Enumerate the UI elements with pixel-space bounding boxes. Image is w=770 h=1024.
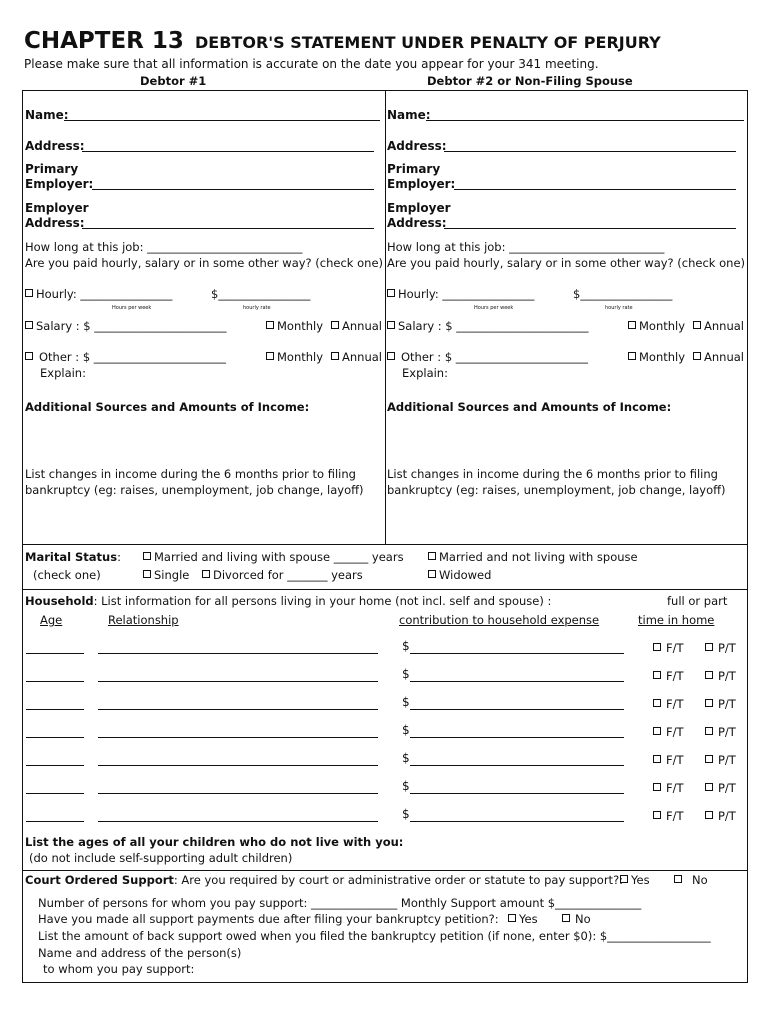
- checkbox-icon[interactable]: [653, 671, 661, 679]
- checkbox-icon[interactable]: [143, 552, 151, 560]
- single-option[interactable]: Single: [143, 568, 189, 582]
- household-contribution-field[interactable]: [410, 765, 624, 766]
- support-name-address-1: Name and address of the person(s): [38, 946, 242, 960]
- d1-other-option[interactable]: Other : $ _______________________: [25, 350, 226, 364]
- household-age-field[interactable]: [26, 765, 84, 766]
- d2-hourly-option[interactable]: Hourly: ________________: [387, 287, 534, 301]
- checkbox-icon[interactable]: [387, 321, 395, 329]
- children-note: (do not include self-supporting adult children): [29, 851, 293, 865]
- checkbox-icon[interactable]: [653, 699, 661, 707]
- household-contribution-field[interactable]: [410, 821, 624, 822]
- d1-paid-question: Are you paid hourly, salary or in some other way? (check one): [25, 256, 384, 270]
- d2-address-label: Address:: [387, 139, 447, 153]
- d1-primary-label: Primary: [25, 162, 79, 176]
- support-no-option[interactable]: No: [674, 873, 708, 887]
- household-relationship-field[interactable]: [98, 737, 378, 738]
- household-dollar-sign: $: [402, 639, 410, 653]
- checkbox-icon[interactable]: [705, 671, 713, 679]
- checkbox-icon[interactable]: [628, 352, 636, 360]
- d1-salary-monthly[interactable]: Monthly: [266, 319, 323, 333]
- d2-list-changes-2: bankruptcy (eg: raises, unemployment, job change, layoff): [387, 483, 726, 497]
- d1-how-long[interactable]: How long at this job: ___________________________: [25, 240, 303, 254]
- d2-name-field[interactable]: [426, 120, 744, 121]
- checkbox-icon[interactable]: [143, 570, 151, 578]
- title-chapter: CHAPTER 13: [24, 28, 184, 54]
- d1-hours-per-week-caption: Hours per week: [112, 305, 152, 311]
- married-not-living-option[interactable]: Married and not living with spouse: [428, 550, 638, 564]
- household-ft-option[interactable]: F/T: [653, 753, 684, 767]
- household-relationship-field[interactable]: [98, 765, 378, 766]
- household-age-field[interactable]: [26, 793, 84, 794]
- household-age-field[interactable]: [26, 653, 84, 654]
- checkbox-icon[interactable]: [705, 755, 713, 763]
- household-age-field[interactable]: [26, 709, 84, 710]
- support-payments-made: Have you made all support payments due after filing your bankruptcy petition?:: [38, 912, 499, 926]
- checkbox-icon[interactable]: [693, 352, 701, 360]
- marital-divider: [22, 544, 748, 545]
- page-title: [24, 28, 661, 54]
- intro-text: Please make sure that all information is accurate on the date you appear for your 341 meeting.: [24, 57, 599, 71]
- d2-primary-label: Primary: [387, 162, 441, 176]
- d2-employer-label-2: Employer: [387, 201, 451, 215]
- d1-explain-label: Explain:: [40, 366, 86, 380]
- contribution-header: contribution to household expense: [399, 613, 600, 627]
- d2-how-long[interactable]: How long at this job: ___________________________: [387, 240, 665, 254]
- d2-employer-address-label: Address:: [387, 216, 447, 230]
- checkbox-icon[interactable]: [25, 352, 33, 360]
- d1-other-annual[interactable]: Annual: [331, 350, 382, 364]
- household-pt-option[interactable]: P/T: [705, 641, 736, 655]
- checkbox-icon[interactable]: [202, 570, 210, 578]
- d2-hourly-rate-caption: hourly rate: [605, 305, 633, 311]
- box-right: [747, 90, 748, 983]
- d2-address-field[interactable]: [444, 151, 736, 152]
- d2-salary-annual[interactable]: Annual: [693, 319, 744, 333]
- column-divider: [385, 90, 386, 544]
- d1-salary-annual[interactable]: Annual: [331, 319, 382, 333]
- checkbox-icon[interactable]: [705, 643, 713, 651]
- support-num-persons[interactable]: Number of persons for whom you pay support: _______________ Monthly Support amount $_______________: [38, 896, 642, 910]
- d1-hourly-rate-field[interactable]: $________________: [211, 287, 311, 301]
- payments-yes-option[interactable]: Yes: [508, 912, 538, 926]
- household-pt-option[interactable]: P/T: [705, 669, 736, 683]
- divorced-option[interactable]: Divorced for _______ years: [202, 568, 363, 582]
- marital-check-one: (check one): [33, 568, 101, 582]
- checkbox-icon[interactable]: [25, 321, 33, 329]
- checkbox-icon[interactable]: [428, 570, 436, 578]
- checkbox-icon[interactable]: [266, 352, 274, 360]
- d1-hourly-option[interactable]: Hourly: ________________: [25, 287, 172, 301]
- household-contribution-field[interactable]: [410, 681, 624, 682]
- household-relationship-field[interactable]: [98, 709, 378, 710]
- d1-employer-label-2: Employer: [25, 201, 89, 215]
- household-ft-option[interactable]: F/T: [653, 809, 684, 823]
- d2-name-label: Name:: [387, 108, 431, 122]
- relationship-header: Relationship: [108, 613, 179, 627]
- household-relationship-field[interactable]: [98, 793, 378, 794]
- d2-employer-label: Employer:: [387, 177, 456, 191]
- support-question: Court Ordered Support: Are you required by court or administrative order or statute to pay support?:: [25, 873, 624, 887]
- d1-salary-option[interactable]: Salary : $ _______________________: [25, 319, 227, 333]
- checkbox-icon[interactable]: [693, 321, 701, 329]
- household-relationship-field[interactable]: [98, 821, 378, 822]
- d2-employer-address-field[interactable]: [444, 228, 736, 229]
- checkbox-icon[interactable]: [331, 352, 339, 360]
- household-dollar-sign: $: [402, 807, 410, 821]
- marital-status-label: Marital Status:: [25, 550, 121, 564]
- household-pt-option[interactable]: P/T: [705, 725, 736, 739]
- household-dollar-sign: $: [402, 779, 410, 793]
- d2-other-monthly[interactable]: Monthly: [628, 350, 685, 364]
- d2-other-option[interactable]: Other : $ _______________________: [387, 350, 588, 364]
- checkbox-icon[interactable]: [653, 755, 661, 763]
- d1-list-changes-2: bankruptcy (eg: raises, unemployment, job change, layoff): [25, 483, 364, 497]
- title-statement: DEBTOR'S STATEMENT UNDER PENALTY OF PERJURY: [195, 33, 661, 52]
- d1-name-label: Name:: [25, 108, 69, 122]
- household-pt-option[interactable]: P/T: [705, 809, 736, 823]
- box-bottom: [22, 982, 748, 983]
- support-name-address-2: to whom you pay support:: [43, 962, 195, 976]
- support-yes-option[interactable]: Yes: [620, 873, 650, 887]
- checkbox-icon[interactable]: [331, 321, 339, 329]
- d2-other-annual[interactable]: Annual: [693, 350, 744, 364]
- d1-list-changes-1: List changes in income during the 6 months prior to filing: [25, 467, 356, 481]
- time-in-home-header: time in home: [638, 613, 715, 627]
- checkbox-icon[interactable]: [705, 811, 713, 819]
- checkbox-icon[interactable]: [266, 321, 274, 329]
- checkbox-icon[interactable]: [25, 289, 33, 297]
- checkbox-icon[interactable]: [628, 321, 636, 329]
- debtor2-heading: Debtor #2 or Non-Filing Spouse: [427, 74, 633, 88]
- household-pt-option[interactable]: P/T: [705, 697, 736, 711]
- d1-employer-label: Employer:: [25, 177, 94, 191]
- household-contribution-field[interactable]: [410, 709, 624, 710]
- checkbox-icon[interactable]: [705, 699, 713, 707]
- d1-employer-address-label: Address:: [25, 216, 85, 230]
- checkbox-icon[interactable]: [428, 552, 436, 560]
- household-dollar-sign: $: [402, 667, 410, 681]
- household-pt-option[interactable]: P/T: [705, 781, 736, 795]
- widowed-option[interactable]: Widowed: [428, 568, 491, 582]
- d1-employer-address-field[interactable]: [82, 228, 374, 229]
- box-left: [22, 90, 23, 983]
- household-instructions: Household: List information for all persons living in your home (not incl. self and spouse) :: [25, 594, 552, 608]
- support-divider: [22, 870, 748, 871]
- household-relationship-field[interactable]: [98, 653, 378, 654]
- checkbox-icon[interactable]: [620, 875, 628, 883]
- household-ft-option[interactable]: F/T: [653, 697, 684, 711]
- age-header: Age: [40, 613, 63, 627]
- household-contribution-field[interactable]: [410, 653, 624, 654]
- checkbox-icon[interactable]: [562, 914, 570, 922]
- d2-list-changes-1: List changes in income during the 6 months prior to filing: [387, 467, 718, 481]
- checkbox-icon[interactable]: [653, 783, 661, 791]
- checkbox-icon[interactable]: [508, 914, 516, 922]
- d2-hours-per-week-caption: Hours per week: [474, 305, 514, 311]
- checkbox-icon[interactable]: [653, 643, 661, 651]
- d2-additional-sources: Additional Sources and Amounts of Income:: [387, 400, 672, 414]
- household-age-field[interactable]: [26, 737, 84, 738]
- d2-employer-field[interactable]: [454, 189, 736, 190]
- d2-paid-question: Are you paid hourly, salary or in some other way? (check one): [387, 256, 746, 270]
- d1-hourly-rate-caption: hourly rate: [243, 305, 271, 311]
- household-ft-option[interactable]: F/T: [653, 781, 684, 795]
- d1-other-monthly[interactable]: Monthly: [266, 350, 323, 364]
- checkbox-icon[interactable]: [387, 352, 395, 360]
- married-living-option[interactable]: Married and living with spouse ______ years: [143, 550, 404, 564]
- checkbox-icon[interactable]: [705, 783, 713, 791]
- payments-no-option[interactable]: No: [562, 912, 591, 926]
- household-ft-option[interactable]: F/T: [653, 669, 684, 683]
- household-relationship-field[interactable]: [98, 681, 378, 682]
- household-age-field[interactable]: [26, 821, 84, 822]
- checkbox-icon[interactable]: [653, 727, 661, 735]
- children-heading: List the ages of all your children who do not live with you:: [25, 835, 404, 849]
- household-divider: [22, 589, 748, 590]
- household-ft-option[interactable]: F/T: [653, 641, 684, 655]
- d2-hourly-rate-field[interactable]: $________________: [573, 287, 673, 301]
- debtor1-heading: Debtor #1: [140, 74, 207, 88]
- household-dollar-sign: $: [402, 723, 410, 737]
- full-or-part-header: full or part: [667, 594, 728, 608]
- household-dollar-sign: $: [402, 695, 410, 709]
- checkbox-icon[interactable]: [705, 727, 713, 735]
- d2-explain-label: Explain:: [402, 366, 448, 380]
- support-back-owed[interactable]: List the amount of back support owed when you filed the bankruptcy petition (if none, enter $0): $__________________: [38, 929, 711, 943]
- household-contribution-field[interactable]: [410, 793, 624, 794]
- d2-salary-monthly[interactable]: Monthly: [628, 319, 685, 333]
- d1-address-field[interactable]: [82, 151, 374, 152]
- d1-address-label: Address:: [25, 139, 85, 153]
- checkbox-icon[interactable]: [674, 875, 682, 883]
- checkbox-icon[interactable]: [653, 811, 661, 819]
- d1-employer-field[interactable]: [92, 189, 374, 190]
- d1-additional-sources: Additional Sources and Amounts of Income:: [25, 400, 310, 414]
- household-dollar-sign: $: [402, 751, 410, 765]
- d1-name-field[interactable]: [64, 120, 380, 121]
- household-age-field[interactable]: [26, 681, 84, 682]
- household-contribution-field[interactable]: [410, 737, 624, 738]
- household-pt-option[interactable]: P/T: [705, 753, 736, 767]
- household-ft-option[interactable]: F/T: [653, 725, 684, 739]
- checkbox-icon[interactable]: [387, 289, 395, 297]
- d2-salary-option[interactable]: Salary : $ _______________________: [387, 319, 589, 333]
